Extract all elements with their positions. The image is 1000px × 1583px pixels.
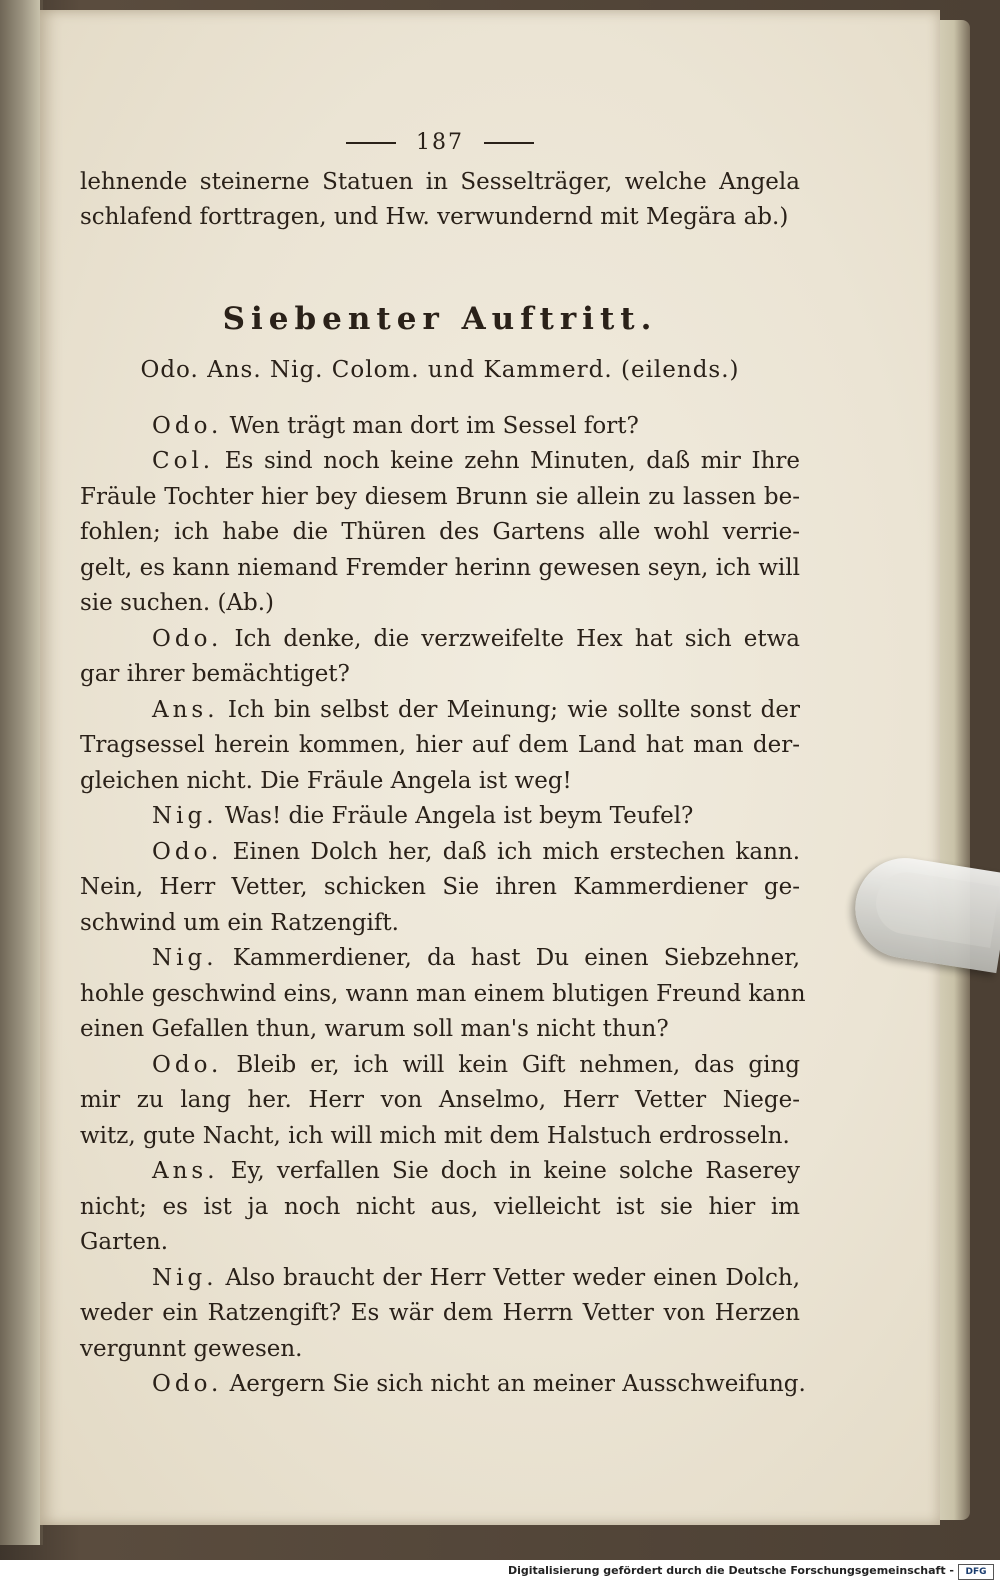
- speech-text: einen Gefallen thun, warum soll man's nicht thun?: [80, 1016, 669, 1042]
- dialogue-line: [80, 941, 800, 977]
- dialogue-line: [80, 1012, 800, 1048]
- dialogue-line: [80, 586, 800, 622]
- dialogue-line: [80, 444, 800, 480]
- speech-text: Es sind noch keine zehn Minuten, daß mir Ihre: [224, 448, 800, 474]
- page-number: 187: [416, 130, 464, 155]
- dialogue-line: [80, 1119, 800, 1155]
- speech-text: Fräule Tochter hier bey diesem Brunn sie allein zu lassen be-: [80, 483, 800, 510]
- speech-text: Wen trägt man dort im Sessel fort?: [229, 412, 639, 439]
- speech-text: Einen Dolch her, daß ich mich erstechen kann.: [232, 838, 801, 865]
- dialogue-line: [80, 1225, 800, 1261]
- dialogue-line: [80, 1048, 800, 1084]
- dialogue-line: [80, 657, 800, 693]
- dialogue-line: [80, 409, 800, 445]
- speech-text: Ey, verfallen Sie doch in keine solche Raserey: [230, 1158, 800, 1184]
- dialogue-line: [80, 693, 800, 729]
- speech-text: Ich denke, die verzweifelte Hex hat sich etwa: [234, 625, 801, 652]
- dialogue-line: [80, 551, 800, 587]
- speech-text: Aergern Sie sich nicht an meiner Ausschweifung.: [229, 1371, 806, 1397]
- speaker-name: Odo.: [152, 838, 223, 865]
- speaker-name: Odo.: [152, 412, 223, 439]
- speaker-name: Nig.: [152, 803, 218, 829]
- speaker-name: Ans.: [152, 696, 219, 723]
- speech-text: Ich bin selbst der Meinung; wie sollte sonst der: [227, 696, 800, 723]
- dfg-logo: DFG: [958, 1564, 994, 1580]
- speech-text: gar ihrer bemächtiget?: [80, 661, 350, 687]
- dialogue-line: [80, 1261, 800, 1297]
- dialogue-line: [80, 977, 806, 1013]
- speech-text: nicht; es ist ja noch nicht aus, vielleicht ist sie hier im: [80, 1193, 800, 1220]
- speaker-name: Odo.: [152, 1371, 223, 1397]
- dialogue-line: [80, 515, 800, 551]
- header-dash-right: [484, 142, 534, 144]
- dialogue-line: [80, 622, 800, 658]
- dialogue-line: [80, 835, 800, 871]
- speech-text: Tragsessel herein kommen, hier auf dem Land hat man der-: [80, 732, 800, 758]
- header-dash-left: [346, 142, 396, 144]
- speech-text: Kammerdiener, da hast Du einen Siebzehner,: [232, 945, 801, 971]
- dialogue-line: [80, 480, 800, 516]
- speaker-name: Nig.: [152, 1264, 218, 1291]
- speech-text: weder ein Ratzengift? Es wär dem Herrn Vetter von Herzen: [80, 1300, 800, 1326]
- dialogue-line: [80, 1332, 800, 1368]
- speech-text: Was! die Fräule Angela ist beym Teufel?: [224, 803, 694, 829]
- dialogue-line: [80, 1296, 800, 1332]
- dialogue-line: [80, 1367, 806, 1403]
- cast-list: Odo. Ans. Nig. Colom. und Kammerd. (eilends.): [140, 357, 740, 383]
- speech-text: Garten.: [80, 1229, 169, 1255]
- dialogue-line: [80, 728, 800, 764]
- speaker-name: Odo.: [152, 1051, 223, 1078]
- scene-title: Siebenter Auftritt.: [222, 300, 658, 337]
- speaker-name: Ans.: [152, 1158, 219, 1184]
- speech-text: Bleib er, ich will kein Gift nehmen, das ging: [236, 1051, 800, 1078]
- left-page-edge: [0, 0, 43, 1545]
- dialogue-line: [80, 1154, 800, 1190]
- page-clip-inner: [872, 868, 1000, 948]
- speech-text: fohlen; ich habe die Thüren des Gartens alle wohl verrie-: [80, 519, 800, 545]
- speaker-name: Nig.: [152, 945, 218, 971]
- dialogue-line: [80, 870, 800, 906]
- speech-text: witz, gute Nacht, ich will mich mit dem Halstuch erdrosseln.: [80, 1122, 790, 1149]
- dialogue-line: [80, 799, 800, 835]
- speech-text: gleichen nicht. Die Fräule Angela ist weg!: [80, 767, 572, 794]
- opening-line: schlafend forttragen, und Hw. verwundernd mit Megära ab.): [80, 204, 789, 230]
- opening-line: lehnende steinerne Statuen in Sesselträger, welche Angela: [80, 168, 800, 195]
- dialogue-line: [80, 1083, 800, 1119]
- dialogue-line: [80, 906, 800, 942]
- speech-text: hohle geschwind eins, wann man einem blutigen Freund kann: [80, 980, 806, 1007]
- footer-credit: Digitalisierung gefördert durch die Deutsche Forschungsgemeinschaft -: [507, 1564, 954, 1577]
- footer-bar: [0, 1561, 1000, 1583]
- speech-text: gelt, es kann niemand Fremder herinn gewesen seyn, ich will: [80, 554, 800, 581]
- page-text: [80, 125, 806, 1403]
- speech-text: Also braucht der Herr Vetter weder einen Dolch,: [225, 1264, 801, 1291]
- speech-text: Nein, Herr Vetter, schicken Sie ihren Kammerdiener ge-: [80, 874, 800, 900]
- speech-text: vergunnt gewesen.: [80, 1335, 303, 1362]
- speech-text: sie suchen. (Ab.): [80, 590, 275, 616]
- speaker-name: Col.: [152, 448, 215, 474]
- speech-text: mir zu lang her. Herr von Anselmo, Herr Vetter Niege-: [80, 1087, 800, 1113]
- dialogue-line: [80, 1190, 800, 1226]
- speech-text: schwind um ein Ratzengift.: [80, 909, 399, 936]
- dialogue: [80, 409, 806, 1403]
- dialogue-line: [80, 764, 800, 800]
- page-header: [80, 125, 800, 161]
- speaker-name: Odo.: [152, 625, 223, 652]
